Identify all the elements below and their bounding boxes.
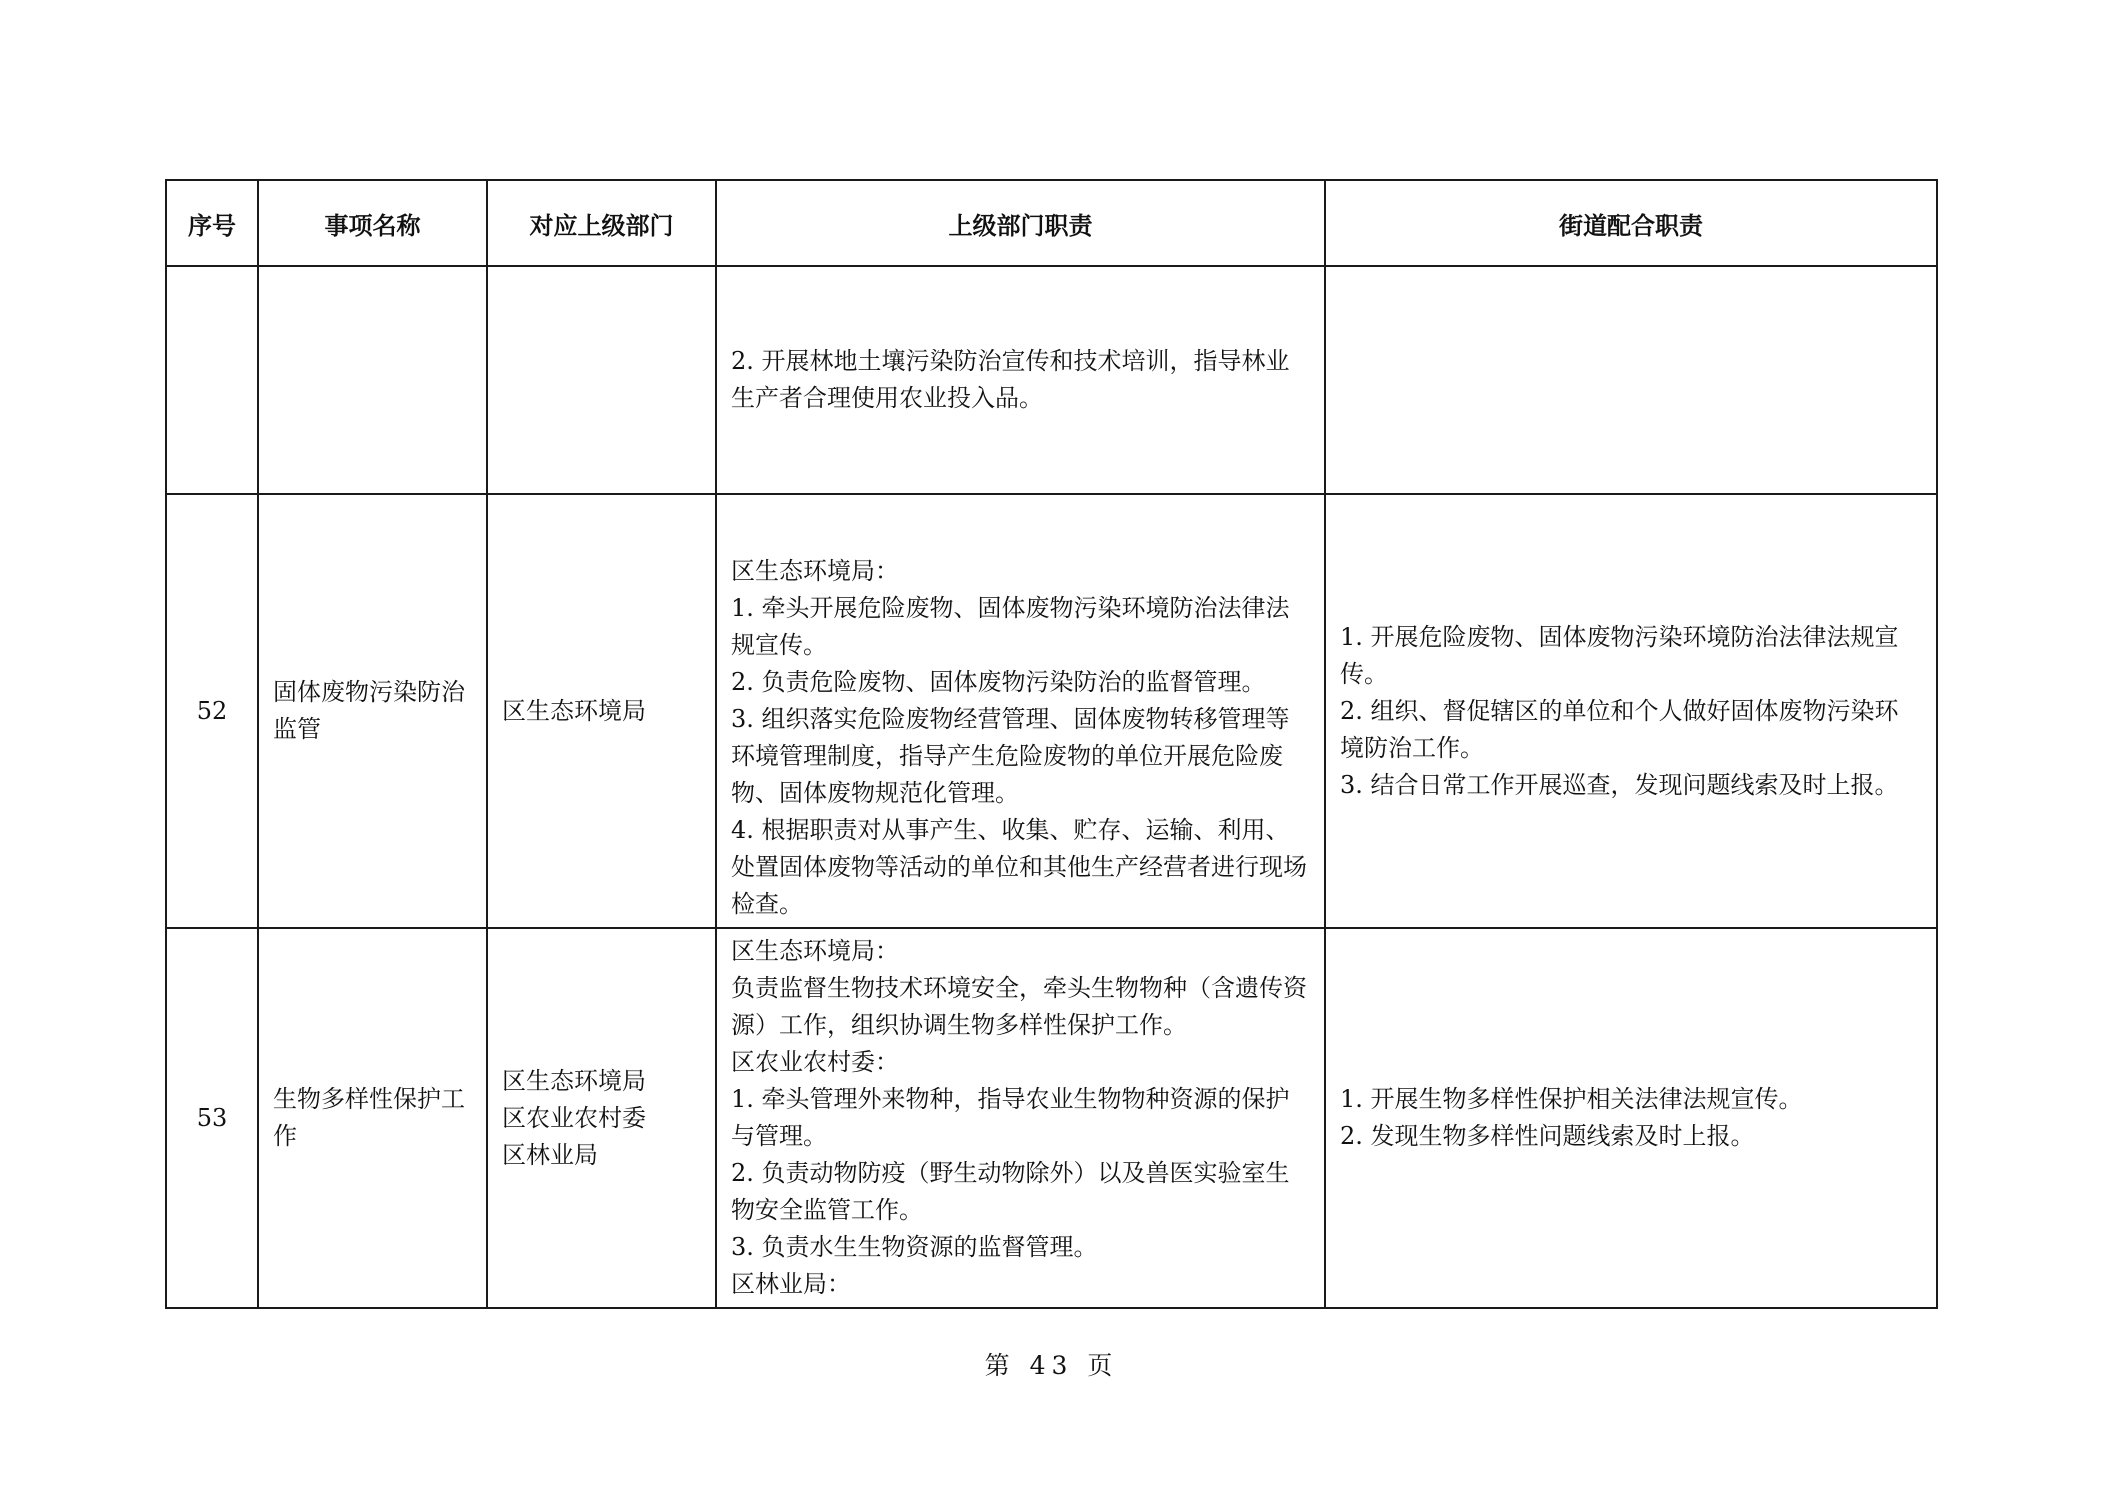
cell-street-duty [1325, 266, 1937, 494]
duty-table [165, 179, 1938, 1309]
header-street-duty: 街道配合职责 [1325, 180, 1937, 266]
cell-seq [166, 266, 258, 494]
cell-paragraph: 区农业农村委 [502, 1103, 646, 1132]
cell-paragraph: 2. 发现生物多样性问题线索及时上报。 [1340, 1122, 1755, 1150]
cell-street-duty [1325, 494, 1937, 928]
cell-paragraph: 区生态环境局 [502, 1066, 646, 1095]
cell-paragraph: 区林业局： [731, 1270, 851, 1298]
cell-paragraph: 固体废物污染防治监管 [273, 678, 465, 743]
cell-paragraph: 区生态环境局： [731, 557, 899, 585]
cell-paragraph: 2. 负责动物防疫（野生动物除外）以及兽医实验室生物安全监管工作。 [731, 1159, 1290, 1224]
table-row [166, 494, 1937, 928]
cell-paragraph: 2. 组织、督促辖区的单位和个人做好固体废物污染环境防治工作。 [1340, 696, 1899, 762]
cell-item-name [258, 494, 487, 928]
cell-paragraph: 4. 根据职责对从事产生、收集、贮存、运输、利用、处置固体废物等活动的单位和其他生产经营者进行现场检查。 [731, 816, 1307, 918]
table-row [166, 928, 1937, 1308]
cell-department [487, 266, 716, 494]
cell-item-name [258, 928, 487, 1308]
cell-paragraph: 区林业局 [502, 1140, 598, 1169]
cell-paragraph: 区生态环境局： [731, 937, 899, 965]
cell-paragraph: 1. 牵头管理外来物种，指导农业生物物种资源的保护与管理。 [731, 1085, 1290, 1150]
cell-paragraph: 3. 结合日常工作开展巡查，发现问题线索及时上报。 [1340, 770, 1899, 799]
cell-paragraph: 1. 开展生物多样性保护相关法律法规宣传。 [1340, 1085, 1803, 1113]
header-seq: 序号 [166, 180, 258, 266]
page-number: 43 [1029, 1351, 1074, 1380]
cell-seq: 53 [166, 928, 258, 1308]
header-department-duty: 上级部门职责 [716, 180, 1325, 266]
cell-paragraph: 区生态环境局 [502, 696, 646, 725]
cell-paragraph: 1. 开展危险废物、固体废物污染环境防治法律法规宣传。 [1340, 622, 1899, 688]
table-header-row [166, 180, 1937, 266]
page-footer-suffix: 页 [1087, 1351, 1119, 1380]
cell-street-duty [1325, 928, 1937, 1308]
table-row [166, 266, 1937, 494]
cell-paragraph: 3. 组织落实危险废物经营管理、固体废物转移管理等环境管理制度，指导产生危险废物的单位开展危险废物、固体废物规范化管理。 [731, 705, 1290, 807]
page-footer [0, 1346, 2103, 1382]
cell-item-name [258, 266, 487, 494]
cell-department [487, 494, 716, 928]
cell-paragraph: 区农业农村委： [731, 1048, 899, 1076]
cell-department-duty [716, 266, 1325, 494]
cell-seq: 52 [166, 494, 258, 928]
header-item-name: 事项名称 [258, 180, 487, 266]
cell-paragraph: 生物多样性保护工作 [273, 1085, 465, 1150]
header-department: 对应上级部门 [487, 180, 716, 266]
cell-department [487, 928, 716, 1308]
cell-department-duty [716, 928, 1325, 1308]
cell-paragraph: 负责监督生物技术环境安全，牵头生物物种（含遗传资源）工作，组织协调生物多样性保护工作。 [731, 974, 1307, 1039]
cell-department-duty [716, 494, 1325, 928]
cell-paragraph: 2. 开展林地土壤污染防治宣传和技术培训，指导林业生产者合理使用农业投入品。 [731, 347, 1290, 412]
page-footer-prefix: 第 [984, 1351, 1016, 1380]
cell-paragraph: 2. 负责危险废物、固体废物污染防治的监督管理。 [731, 668, 1266, 696]
cell-paragraph: 1. 牵头开展危险废物、固体废物污染环境防治法律法规宣传。 [731, 594, 1290, 659]
cell-paragraph: 3. 负责水生生物资源的监督管理。 [731, 1233, 1098, 1261]
